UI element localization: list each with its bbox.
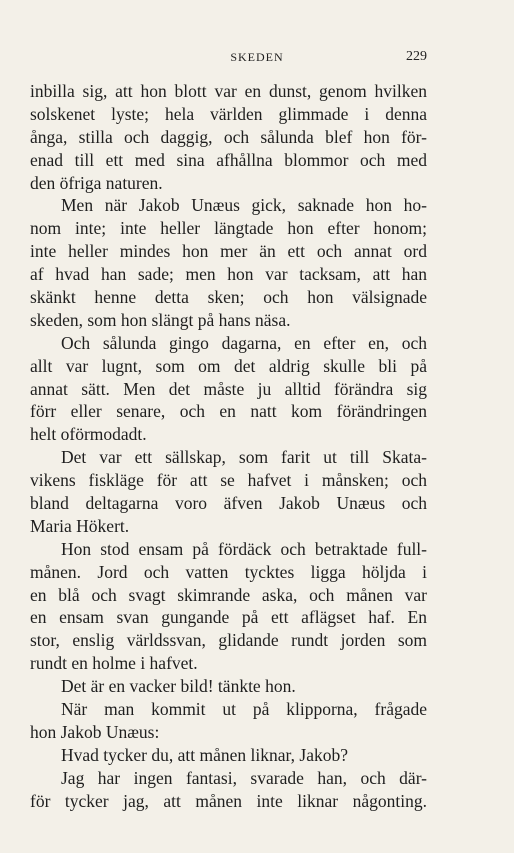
text-line: Maria Hökert. — [30, 515, 130, 536]
text-line: När man kommit ut på klipporna, frågade — [61, 699, 427, 720]
page-header — [0, 50, 514, 70]
text-line: en ensam svan gungande på ett aflägset haf. En — [30, 607, 427, 628]
text-line: Men när Jakob Unæus gick, saknade hon ho- — [61, 195, 427, 216]
text-line: bland deltagarna voro äfven Jakob Unæus och — [30, 493, 427, 514]
text-line: skeden, som hon slängt på hans näsa. — [30, 309, 291, 330]
text-line: hon Jakob Unæus: — [30, 721, 160, 742]
text-line: Det är en vacker bild! tänkte hon. — [61, 676, 296, 697]
text-line: allt var lugnt, som om det aldrig skulle bli på — [30, 355, 427, 376]
text-line: stor, enslig världssvan, glidande rundt jorden som — [30, 630, 427, 651]
text-line: annat sätt. Men det måste ju alltid förändra sig — [30, 378, 427, 399]
text-line: inte heller mindes hon mer än ett och annat ord — [30, 241, 427, 262]
page-number: 229 — [406, 49, 427, 64]
running-title: SKEDEN — [230, 50, 284, 64]
text-line: månen. Jord och vatten tycktes ligga höljda i — [30, 561, 427, 582]
text-line: Hvad tycker du, att månen liknar, Jakob? — [61, 744, 348, 765]
text-line: en blå och svagt skimrande aska, och månen var — [30, 584, 427, 605]
text-line: förr eller senare, och en natt kom förändringen — [30, 401, 427, 422]
text-line: helt oförmodadt. — [30, 424, 147, 445]
text-line: nom inte; inte heller längtade hon efter honom; — [30, 218, 427, 239]
text-line: solskenet lyste; hela världen glimmade i denna — [30, 103, 427, 124]
text-line: Jag har ingen fantasi, svarade han, och där- — [61, 767, 427, 788]
text-line: inbilla sig, att hon blott var en dunst, genom hvilken — [30, 81, 427, 101]
text-line: rundt en holme i hafvet. — [30, 653, 198, 674]
text-line: Och sålunda gingo dagarna, en efter en, och — [61, 332, 427, 353]
text-line: Hon stod ensam på fördäck och betraktade full- — [61, 538, 427, 559]
text-line: af hvad han sade; men hon var tacksam, att han — [30, 264, 427, 285]
body-text — [30, 80, 427, 813]
text-line: skänkt henne detta sken; och hon välsignade — [30, 287, 427, 308]
text-line: vikens fiskläge för att se hafvet i månsken; och — [30, 470, 427, 491]
text-line: Det var ett sällskap, som farit ut till Skata- — [61, 447, 427, 468]
text-line: för tycker jag, att månen inte liknar någonting. — [30, 790, 427, 811]
text-line: ånga, stilla och daggig, och sålunda blef hon för- — [30, 126, 427, 147]
text-line: enad till ett med sina afhållna blommor och med — [30, 149, 427, 170]
text-line: den öfriga naturen. — [30, 172, 163, 193]
